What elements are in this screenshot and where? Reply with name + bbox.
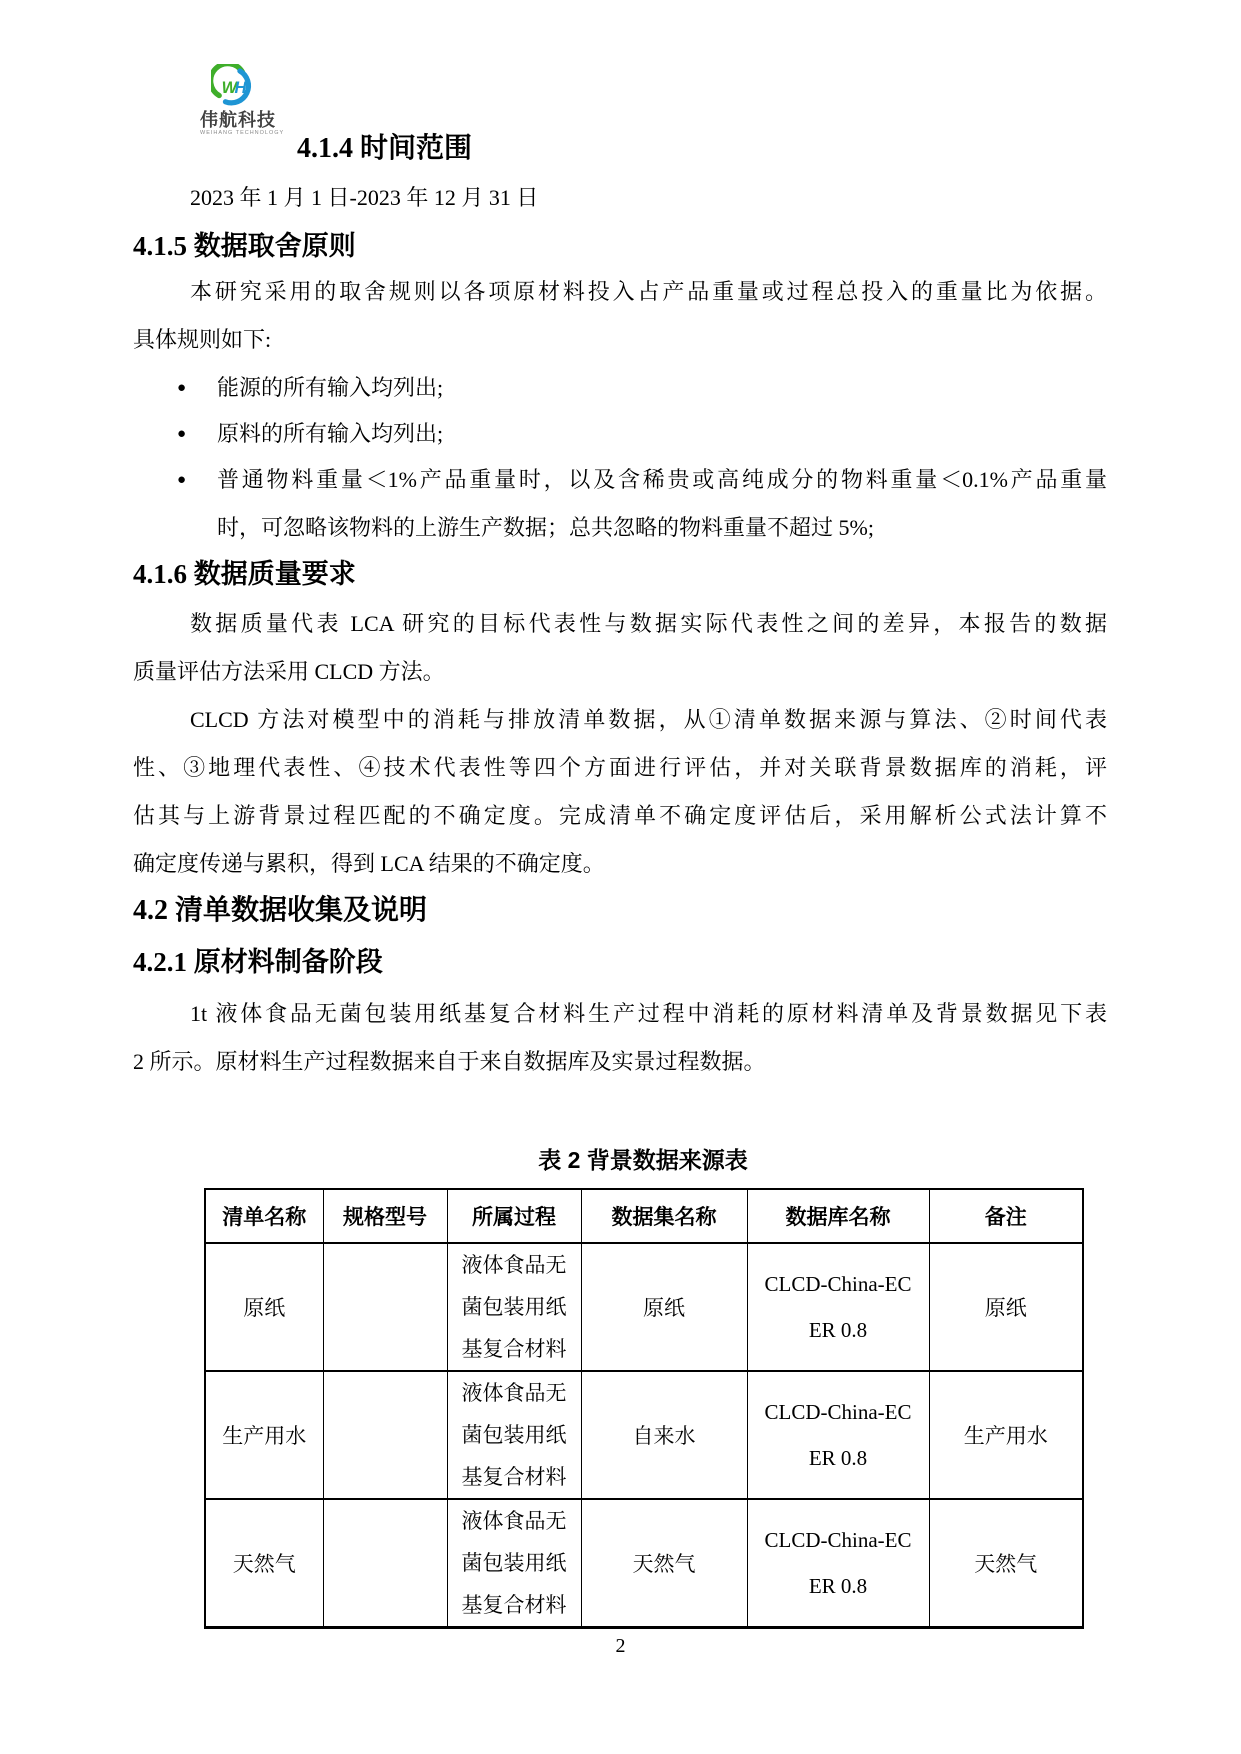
col-header-note: 备注 bbox=[929, 1189, 1083, 1243]
bullet-icon: ● bbox=[177, 472, 187, 488]
cell-line: CLCD-China-EC bbox=[764, 1272, 912, 1296]
bullet-text: 原料的所有输入均列出; bbox=[217, 421, 444, 446]
paragraph-data-quality bbox=[133, 600, 1107, 696]
table-row bbox=[205, 1243, 1083, 1371]
col-header-inventory-name: 清单名称 bbox=[205, 1189, 323, 1243]
cell-spec-model bbox=[323, 1243, 447, 1371]
paragraph-line: 1t 液体食品无菌包装用纸基复合材料生产过程中消耗的原材料清单及背景数据见下表 bbox=[190, 1001, 1107, 1026]
cell-line: 菌包装用纸 bbox=[461, 1551, 567, 1575]
heading-4-1-5: 4.1.5 数据取舍原则 bbox=[133, 231, 356, 261]
paragraph-line: 数据质量代表 LCA 研究的目标代表性与数据实际代表性之间的差异，本报告的数据 bbox=[190, 611, 1107, 636]
svg-text:WH bbox=[222, 79, 248, 97]
cell-process bbox=[447, 1243, 581, 1371]
col-header-process: 所属过程 bbox=[447, 1189, 581, 1243]
table-caption: 表 2 背景数据来源表 bbox=[538, 1147, 748, 1173]
cell-process bbox=[447, 1371, 581, 1499]
cell-line: 基复合材料 bbox=[461, 1593, 567, 1617]
paragraph-line: 2 所示。原材料生产过程数据来自于来自数据库及实景过程数据。 bbox=[133, 1049, 766, 1074]
paragraph-line: 确定度传递与累积，得到 LCA 结果的不确定度。 bbox=[133, 851, 605, 876]
cell-dataset-name: 自来水 bbox=[581, 1371, 747, 1499]
paragraph-line: 本研究采用的取舍规则以各项原材料投入占产品重量或过程总投入的重量比为依据。 bbox=[190, 279, 1107, 304]
cell-line: CLCD-China-EC bbox=[764, 1528, 912, 1552]
paragraph-clcd-method bbox=[133, 696, 1107, 888]
cell-database-name bbox=[747, 1499, 929, 1628]
paragraph-line: CLCD 方法对模型中的消耗与排放清单数据，从①清单数据来源与算法、②时间代表 bbox=[190, 707, 1107, 732]
cell-spec-model bbox=[323, 1499, 447, 1628]
paragraph-line: 性、③地理代表性、④技术代表性等四个方面进行评估，并对关联背景数据库的消耗，评 bbox=[133, 755, 1107, 780]
paragraph-raw-material-stage bbox=[133, 990, 1107, 1086]
heading-4-1-4: 4.1.4 时间范围 bbox=[297, 133, 473, 164]
cell-note: 原纸 bbox=[929, 1243, 1083, 1371]
heading-4-2: 4.2 清单数据收集及说明 bbox=[133, 895, 428, 926]
cell-line: 液体食品无 bbox=[461, 1509, 567, 1533]
bullet-icon: ● bbox=[177, 380, 187, 396]
bullet-icon: ● bbox=[177, 426, 187, 442]
cell-line: 液体食品无 bbox=[461, 1381, 567, 1405]
cell-spec-model bbox=[323, 1371, 447, 1499]
bullet-item-threshold bbox=[133, 456, 1107, 552]
logo-brand-en: WEIHANG TECHNOLOGY bbox=[200, 130, 285, 136]
company-logo bbox=[200, 64, 285, 137]
bullet-text: 能源的所有输入均列出; bbox=[217, 375, 444, 400]
cell-process bbox=[447, 1499, 581, 1628]
date-range-text: 2023 年 1 月 1 日-2023 年 12 月 31 日 bbox=[190, 185, 539, 210]
paragraph-cutoff-rule bbox=[133, 268, 1107, 364]
heading-4-1-6: 4.1.6 数据质量要求 bbox=[133, 559, 356, 589]
table-row bbox=[205, 1499, 1083, 1628]
cell-line: 菌包装用纸 bbox=[461, 1295, 567, 1319]
cell-note: 天然气 bbox=[929, 1499, 1083, 1628]
cell-line: 基复合材料 bbox=[461, 1337, 567, 1361]
paragraph-line: 质量评估方法采用 CLCD 方法。 bbox=[133, 659, 445, 684]
logo-monogram-w: W bbox=[221, 78, 238, 97]
page-number: 2 bbox=[615, 1635, 626, 1657]
cell-note: 生产用水 bbox=[929, 1371, 1083, 1499]
cell-dataset-name: 原纸 bbox=[581, 1243, 747, 1371]
col-header-spec-model: 规格型号 bbox=[323, 1189, 447, 1243]
cell-inventory-name: 原纸 bbox=[205, 1243, 323, 1371]
cell-line: 基复合材料 bbox=[461, 1465, 567, 1489]
bullet-item-energy bbox=[133, 364, 1107, 412]
col-header-dataset-name: 数据集名称 bbox=[581, 1189, 747, 1243]
table-row bbox=[205, 1371, 1083, 1499]
cell-line: CLCD-China-EC bbox=[764, 1400, 912, 1424]
cell-database-name bbox=[747, 1243, 929, 1371]
cell-line: 液体食品无 bbox=[461, 1253, 567, 1277]
bullet-text: 普通物料重量＜1%产品重量时，以及含稀贵或高纯成分的物料重量＜0.1%产品重量 bbox=[217, 467, 1107, 492]
cell-database-name bbox=[747, 1371, 929, 1499]
cell-line: ER 0.8 bbox=[808, 1574, 868, 1598]
background-data-source-table bbox=[204, 1188, 1084, 1629]
bullet-text: 时，可忽略该物料的上游生产数据；总共忽略的物料重量不超过 5%; bbox=[217, 515, 874, 540]
cell-dataset-name: 天然气 bbox=[581, 1499, 747, 1628]
table-header-row bbox=[205, 1189, 1083, 1243]
col-header-database-name: 数据库名称 bbox=[747, 1189, 929, 1243]
logo-monogram-h: H bbox=[234, 78, 247, 97]
logo-circle-icon bbox=[211, 64, 257, 110]
cell-inventory-name: 天然气 bbox=[205, 1499, 323, 1628]
cell-inventory-name: 生产用水 bbox=[205, 1371, 323, 1499]
bullet-item-raw-material bbox=[133, 410, 1107, 458]
cell-line: ER 0.8 bbox=[808, 1318, 868, 1342]
logo-brand-cn: 伟航科技 bbox=[200, 110, 276, 130]
heading-4-2-1: 4.2.1 原材料制备阶段 bbox=[133, 947, 383, 977]
cell-line: 菌包装用纸 bbox=[461, 1423, 567, 1447]
paragraph-line: 具体规则如下: bbox=[133, 327, 272, 352]
paragraph-line: 估其与上游背景过程匹配的不确定度。完成清单不确定度评估后，采用解析公式法计算不 bbox=[133, 803, 1107, 828]
cell-line: ER 0.8 bbox=[808, 1446, 868, 1470]
